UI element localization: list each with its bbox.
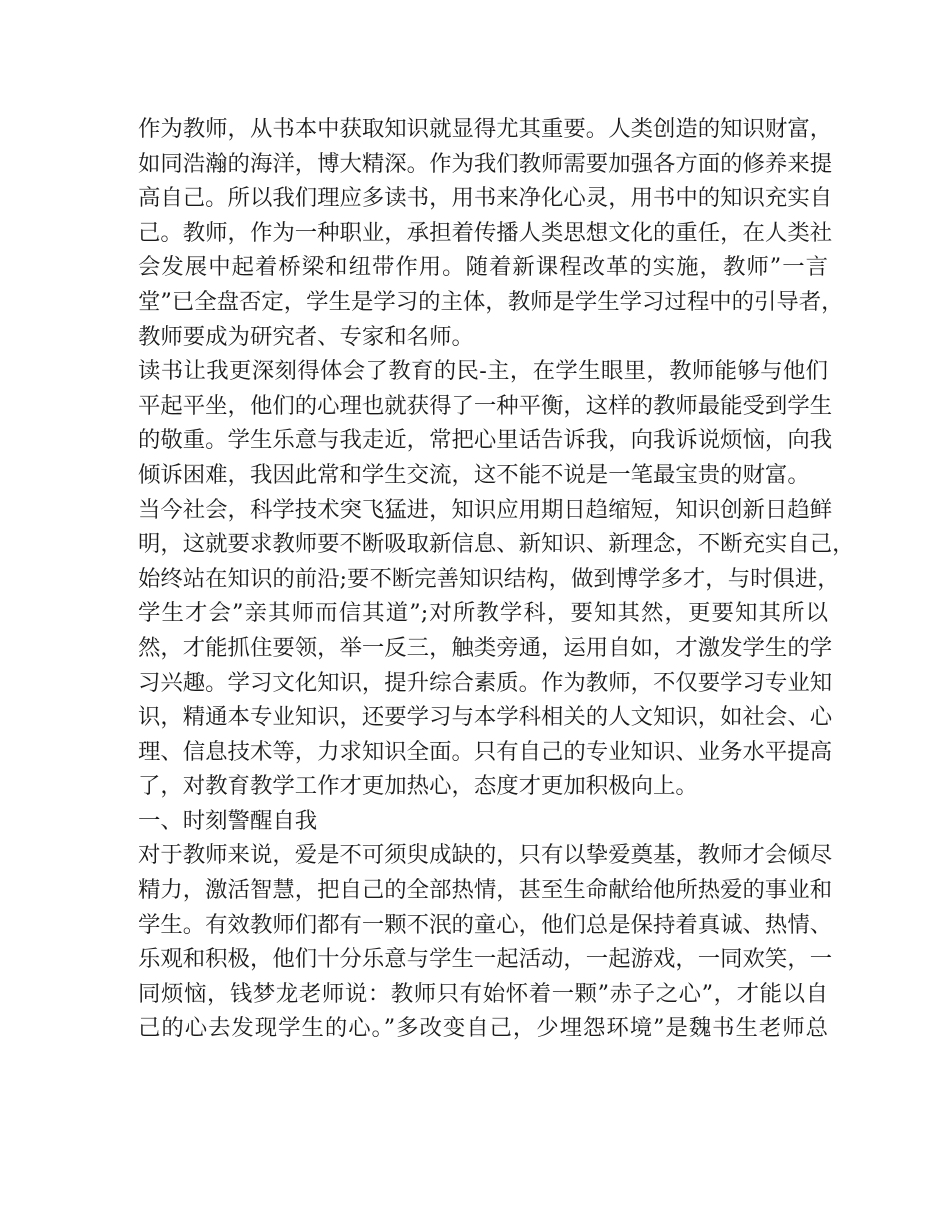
text-line: 同烦恼，钱梦龙老师说：教师只有始怀着一颗”赤子之心”，才能以自	[138, 980, 828, 1007]
section-heading: 一、时刻警醒自我	[138, 807, 318, 834]
paragraph-end-line: 了，对教育教学工作才更加热心，态度才更加积极向上。	[138, 773, 698, 800]
text-line: 作为教师，从书本中获取知识就显得尤其重要。人类创造的知识财富，	[138, 116, 833, 142]
text-line: 当今社会，科学技术突飞猛进，知识应用期日趋缩短，知识创新日趋鲜	[138, 496, 833, 523]
text-line: 理、信息技术等，力求知识全面。只有自己的专业知识、业务水平提高	[138, 738, 833, 765]
text-line: 学生。有效教师们都有一颗不泯的童心，他们总是保持着真诚、热情、	[138, 911, 833, 938]
text-line: 的敬重。学生乐意与我走近，常把心里话告诉我，向我诉说烦恼，向我	[138, 427, 833, 454]
text-line: 对于教师来说，爱是不可须臾成缺的，只有以挚爱奠基，教师才会倾尽	[138, 842, 833, 869]
text-line: 己的心去发现学生的心。”多改变自己，少埋怨环境”是魏书生老师总	[138, 1015, 828, 1042]
text-line: 如同浩瀚的海洋，博大精深。作为我们教师需要加强各方面的修养来提	[138, 150, 833, 177]
document-body	[138, 112, 855, 1046]
text-line: 然，才能抓住要领，举一反三，触类旁通，运用自如，才激发学生的学	[138, 634, 833, 661]
text-line: 平起平坐，他们的心理也就获得了一种平衡，这样的教师最能受到学生	[138, 392, 833, 419]
text-line: 会发展中起着桥梁和纽带作用。随着新课程改革的实施，教师”一言	[138, 254, 828, 281]
text-line: 识，精通本专业知识，还要学习与本学科相关的人文知识，如社会、心	[138, 704, 833, 731]
text-line: 精力，激活智慧，把自己的全部热情，甚至生命献给他所热爱的事业和	[138, 877, 833, 904]
text-line: 始终站在知识的前沿;要不断完善知识结构，做到博学多才，与时俱进，	[138, 565, 840, 592]
text-line: 高自己。所以我们理应多读书，用书来净化心灵，用书中的知识充实自	[138, 185, 833, 212]
text-line: 己。教师，作为一种职业，承担着传播人类思想文化的重任，在人类社	[138, 219, 833, 246]
text-line: 学生才会”亲其师而信其道”;对所教学科，要知其然，更要知其所以	[138, 600, 828, 627]
paragraph-end-line: 教师要成为研究者、专家和名师。	[138, 323, 474, 350]
text-line: 习兴趣。学习文化知识，提升综合素质。作为教师，不仅要学习专业知	[138, 669, 833, 696]
text-line: 读书让我更深刻得体会了教育的民-主，在学生眼里，教师能够与他们	[138, 358, 828, 385]
text-line: 堂”已全盘否定，学生是学习的主体，教师是学生学习过程中的引导者，	[138, 288, 844, 315]
paragraph-end-line: 倾诉困难，我因此常和学生交流，这不能不说是一笔最宝贵的财富。	[138, 461, 810, 488]
text-line: 乐观和积极，他们十分乐意与学生一起活动，一起游戏，一同欢笑，一	[138, 946, 833, 973]
text-line: 明，这就要求教师要不断吸取新信息、新知识、新理念，不断充实自己，	[138, 531, 855, 558]
